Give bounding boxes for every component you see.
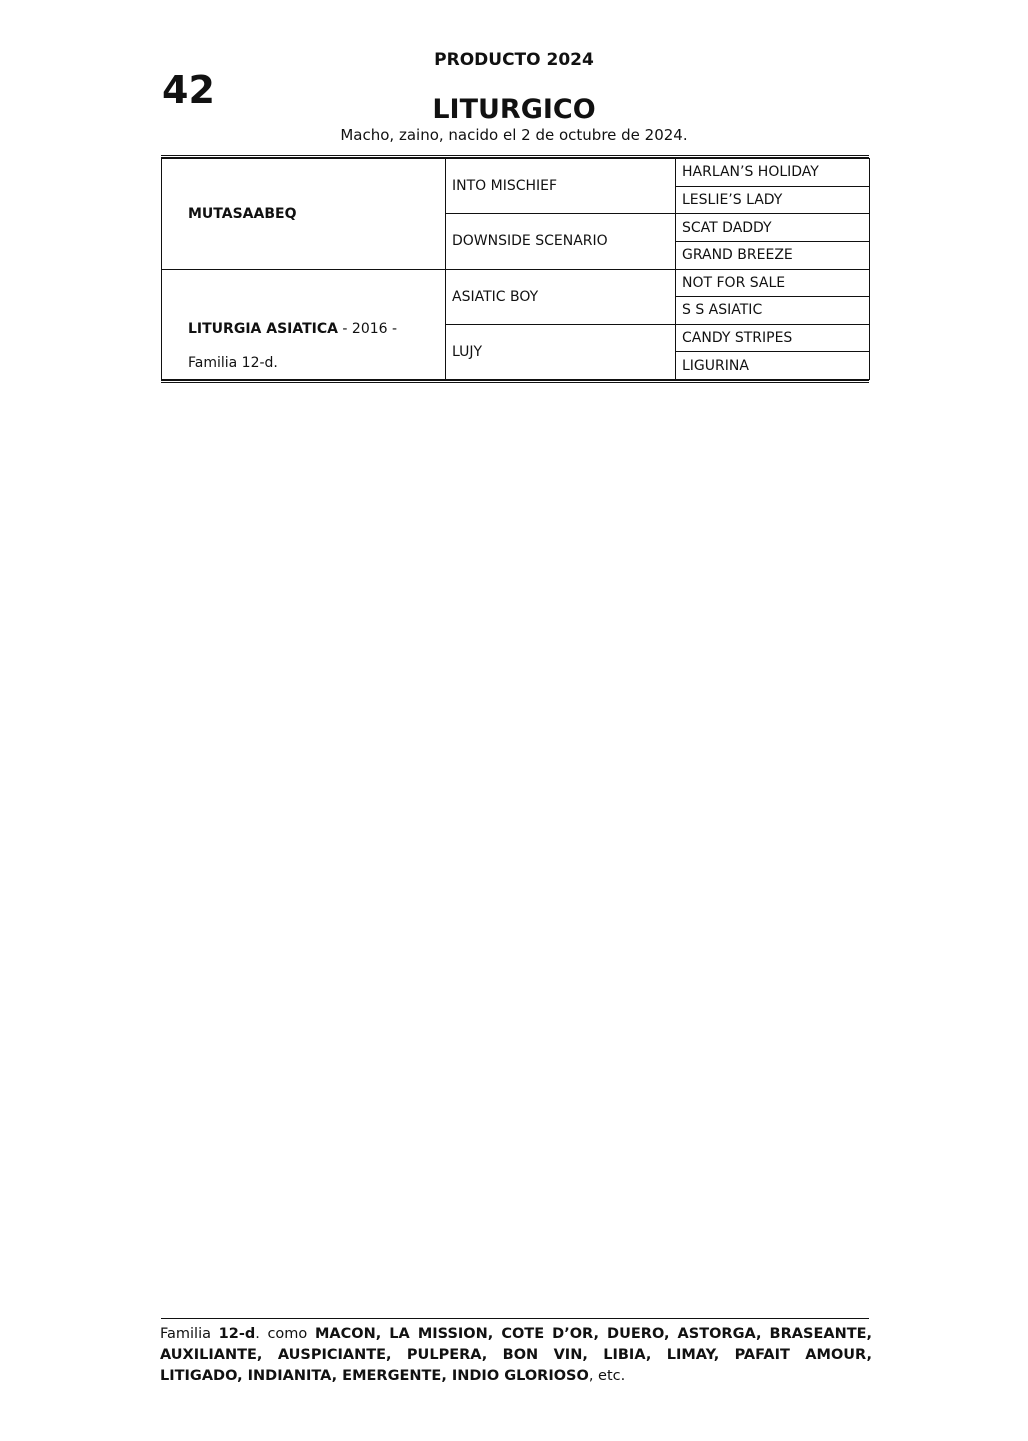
pedigree-sire-sire: INTO MISCHIEF (446, 159, 676, 214)
horse-description: Macho, zaino, nacido el 2 de octubre de 2024. (340, 126, 688, 144)
pedigree-g3-7: CANDY STRIPES (676, 324, 870, 352)
family-notables: MACON, LA MISSION, COTE D’OR, DUERO, ASTORGA, BRASEANTE, AUXILIANTE, AUSPICIANTE, PULPERA, BON VIN, LIBIA, LIMAY, PAFAIT AMOUR, LITIGADO, INDIANITA, EMERGENTE, INDIO GLORIOSO (160, 1326, 873, 1384)
pedigree-g3-5: NOT FOR SALE (676, 269, 870, 297)
pedigree-sire: MUTASAABEQ (188, 205, 297, 222)
pedigree-g3-6: S S ASIATIC (676, 297, 870, 325)
pedigree-g3-3: SCAT DADDY (676, 214, 870, 242)
pedigree-dam-dam: LUJY (446, 324, 676, 379)
pedigree-g3-4: GRAND BREEZE (676, 241, 870, 269)
pedigree-dam-year: - 2016 - (337, 321, 398, 337)
pedigree-g3-1: HARLAN’S HOLIDAY (676, 159, 870, 187)
pedigree-sire-dam: DOWNSIDE SCENARIO (446, 214, 676, 269)
pedigree-table (161, 155, 869, 383)
producto-heading: PRODUCTO 2024 (434, 50, 594, 70)
pedigree-familia: Familia 12-d. (188, 355, 278, 371)
pedigree-g3-2: LESLIE’S LADY (676, 186, 870, 214)
family-code: 12-d (218, 1326, 256, 1342)
footer-divider (161, 1318, 869, 1319)
pedigree-dam: LITURGIA ASIATICA (188, 321, 338, 337)
lot-number: 42 (162, 68, 215, 112)
pedigree-dam-cell (162, 269, 446, 380)
family-footer: Familia 12-d. como MACON, LA MISSION, COTE D’OR, DUERO, ASTORGA, BRASEANTE, AUXILIANTE, AUSPICIANTE, PULPERA, BON VIN, LIBIA, LIMAY, PAFAIT AMOUR, LITIGADO, INDIANITA, EMERGENTE, INDIO GLORIOSO, etc. (160, 1326, 873, 1384)
pedigree-dam-sire: ASIATIC BOY (446, 269, 676, 324)
pedigree-g3-8: LIGURINA (676, 352, 870, 380)
pedigree-sire-cell (162, 159, 446, 270)
horse-name: LITURGICO (432, 94, 596, 125)
